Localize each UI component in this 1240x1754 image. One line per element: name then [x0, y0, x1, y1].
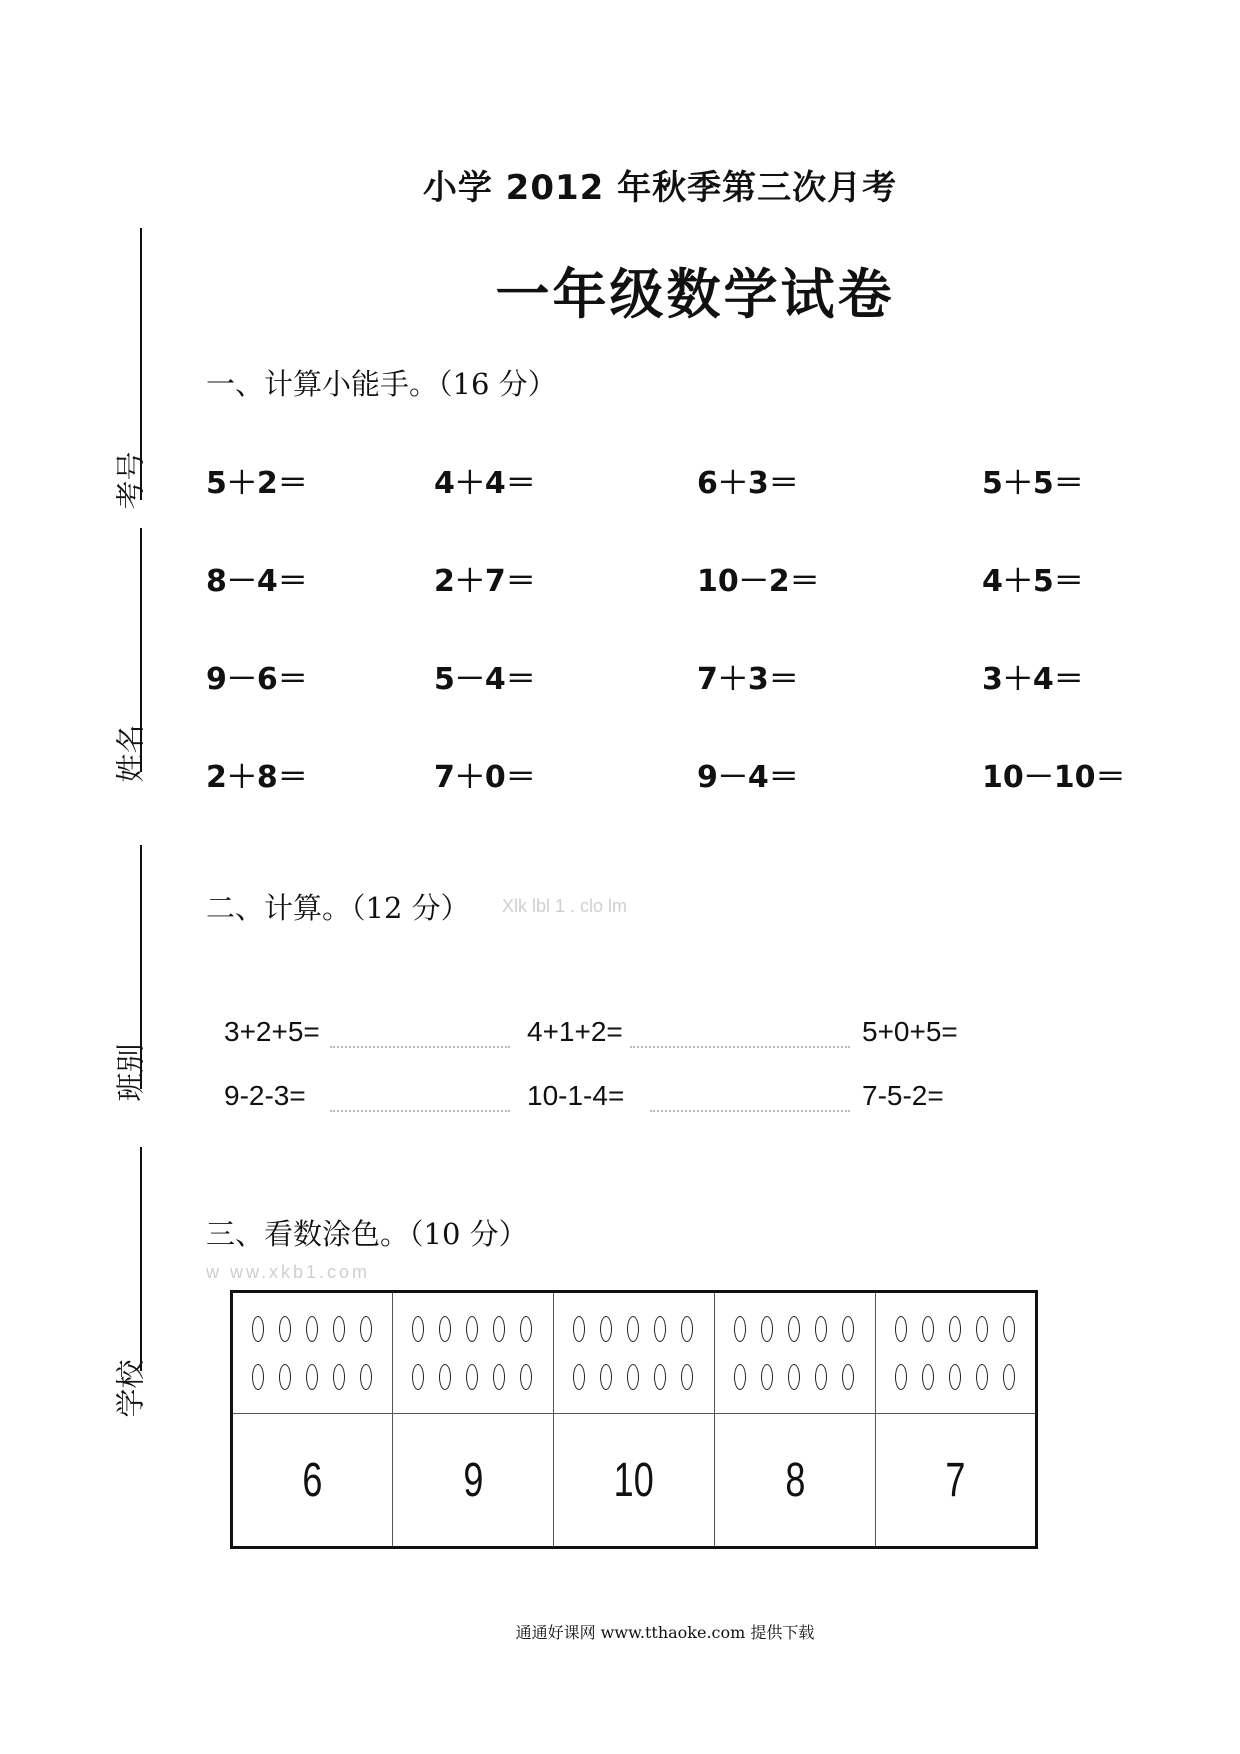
oval-group: [412, 1316, 534, 1390]
problem-1-10: 5－4＝: [434, 662, 536, 697]
oval[interactable]: [681, 1316, 693, 1342]
problem-1-5: 8－4＝: [206, 564, 308, 599]
number-cell-2: [393, 1414, 554, 1548]
problem-1-13: 2＋8＝: [206, 760, 308, 795]
oval[interactable]: [1003, 1364, 1015, 1390]
answer-dots: [330, 1046, 510, 1048]
number-cell-5: [876, 1414, 1037, 1548]
oval[interactable]: [412, 1316, 424, 1342]
oval[interactable]: [654, 1316, 666, 1342]
oval[interactable]: [1003, 1316, 1015, 1342]
problem-1-7: 10－2＝: [697, 564, 820, 599]
margin-line-school: [140, 1147, 142, 1371]
oval[interactable]: [573, 1316, 585, 1342]
exam-number-label: 考号: [113, 451, 148, 510]
problem-2-5: 10-1-4=: [527, 1080, 625, 1111]
oval[interactable]: [466, 1364, 478, 1390]
exam-title: 一年级数学试卷: [495, 263, 895, 326]
class-label: 班别: [113, 1043, 148, 1102]
section1-heading: 一、计算小能手。（16 分）: [206, 367, 557, 401]
number-cell-3: [554, 1414, 715, 1548]
problem-1-14: 7＋0＝: [434, 760, 536, 795]
oval[interactable]: [493, 1316, 505, 1342]
problem-2-4: 9-2-3=: [224, 1080, 306, 1111]
oval-cell-3: [554, 1292, 715, 1414]
answer-dots: [630, 1046, 850, 1048]
oval[interactable]: [466, 1316, 478, 1342]
oval[interactable]: [439, 1364, 451, 1390]
oval[interactable]: [306, 1316, 318, 1342]
section2-heading: 二、计算。（12 分）: [206, 891, 470, 925]
target-number: 9: [462, 1453, 484, 1507]
oval[interactable]: [976, 1316, 988, 1342]
problem-2-2: 4+1+2=: [527, 1016, 623, 1047]
target-number: 10: [613, 1453, 655, 1507]
oval[interactable]: [949, 1316, 961, 1342]
oval[interactable]: [681, 1364, 693, 1390]
answer-dots: [650, 1110, 850, 1112]
target-number: 6: [302, 1453, 323, 1507]
color-by-number-table: [230, 1290, 1038, 1549]
oval[interactable]: [895, 1364, 907, 1390]
oval[interactable]: [734, 1364, 746, 1390]
oval-cell-5: [876, 1292, 1037, 1414]
oval[interactable]: [788, 1316, 800, 1342]
oval[interactable]: [573, 1364, 585, 1390]
oval-group: [573, 1316, 695, 1390]
problem-1-11: 7＋3＝: [697, 662, 799, 697]
problem-2-3: 5+0+5=: [862, 1016, 958, 1047]
target-number: 8: [784, 1453, 806, 1507]
problem-1-12: 3＋4＝: [982, 662, 1084, 697]
oval[interactable]: [976, 1364, 988, 1390]
oval[interactable]: [279, 1364, 291, 1390]
oval[interactable]: [333, 1316, 345, 1342]
problem-2-6: 7-5-2=: [862, 1080, 944, 1111]
oval[interactable]: [627, 1364, 639, 1390]
oval[interactable]: [252, 1364, 264, 1390]
section3-heading: 三、看数涂色。（10 分）: [206, 1217, 528, 1251]
oval-cell-4: [715, 1292, 876, 1414]
oval[interactable]: [842, 1316, 854, 1342]
problem-1-4: 5＋5＝: [982, 466, 1084, 501]
problem-1-9: 9－6＝: [206, 662, 308, 697]
oval[interactable]: [654, 1364, 666, 1390]
ovals-row: [232, 1292, 1037, 1414]
oval[interactable]: [333, 1364, 345, 1390]
oval[interactable]: [360, 1364, 372, 1390]
problem-1-3: 6＋3＝: [697, 466, 799, 501]
oval-group: [895, 1316, 1017, 1390]
target-number: 7: [945, 1453, 966, 1507]
oval[interactable]: [734, 1316, 746, 1342]
oval[interactable]: [949, 1364, 961, 1390]
oval[interactable]: [895, 1316, 907, 1342]
oval[interactable]: [493, 1364, 505, 1390]
oval[interactable]: [600, 1316, 612, 1342]
oval[interactable]: [439, 1316, 451, 1342]
name-label: 姓名: [113, 724, 148, 783]
problem-1-16: 10－10＝: [982, 760, 1126, 795]
problem-1-1: 5＋2＝: [206, 466, 308, 501]
oval[interactable]: [520, 1364, 532, 1390]
problem-2-1: 3+2+5=: [224, 1016, 320, 1047]
problem-1-8: 4＋5＝: [982, 564, 1084, 599]
oval[interactable]: [922, 1316, 934, 1342]
oval[interactable]: [815, 1364, 827, 1390]
number-cell-4: [715, 1414, 876, 1548]
oval[interactable]: [788, 1364, 800, 1390]
oval[interactable]: [842, 1364, 854, 1390]
answer-dots: [330, 1110, 510, 1112]
oval-cell-2: [393, 1292, 554, 1414]
oval[interactable]: [761, 1364, 773, 1390]
oval[interactable]: [627, 1316, 639, 1342]
problem-1-15: 9－4＝: [697, 760, 799, 795]
section2-watermark: Xlk lbl 1 . clo lm: [502, 896, 628, 916]
footer-credit: 通通好课网 www.tthaoke.com 提供下载: [515, 1623, 815, 1642]
number-cell-1: [232, 1414, 393, 1548]
numbers-row: [232, 1414, 1037, 1548]
oval[interactable]: [279, 1316, 291, 1342]
oval[interactable]: [761, 1316, 773, 1342]
exam-subtitle: 小学 2012 年秋季第三次月考: [422, 168, 898, 208]
problem-1-6: 2＋7＝: [434, 564, 536, 599]
oval[interactable]: [252, 1316, 264, 1342]
oval[interactable]: [922, 1364, 934, 1390]
oval-cell-1: [232, 1292, 393, 1414]
section3-watermark: w ww.xkb1.com: [206, 1262, 371, 1282]
oval-group: [252, 1316, 374, 1390]
oval[interactable]: [306, 1364, 318, 1390]
oval[interactable]: [520, 1316, 532, 1342]
problem-1-2: 4＋4＝: [434, 466, 536, 501]
oval-group: [734, 1316, 856, 1390]
oval[interactable]: [412, 1364, 424, 1390]
oval[interactable]: [360, 1316, 372, 1342]
school-label: 学校: [113, 1359, 148, 1418]
oval[interactable]: [815, 1316, 827, 1342]
oval[interactable]: [600, 1364, 612, 1390]
